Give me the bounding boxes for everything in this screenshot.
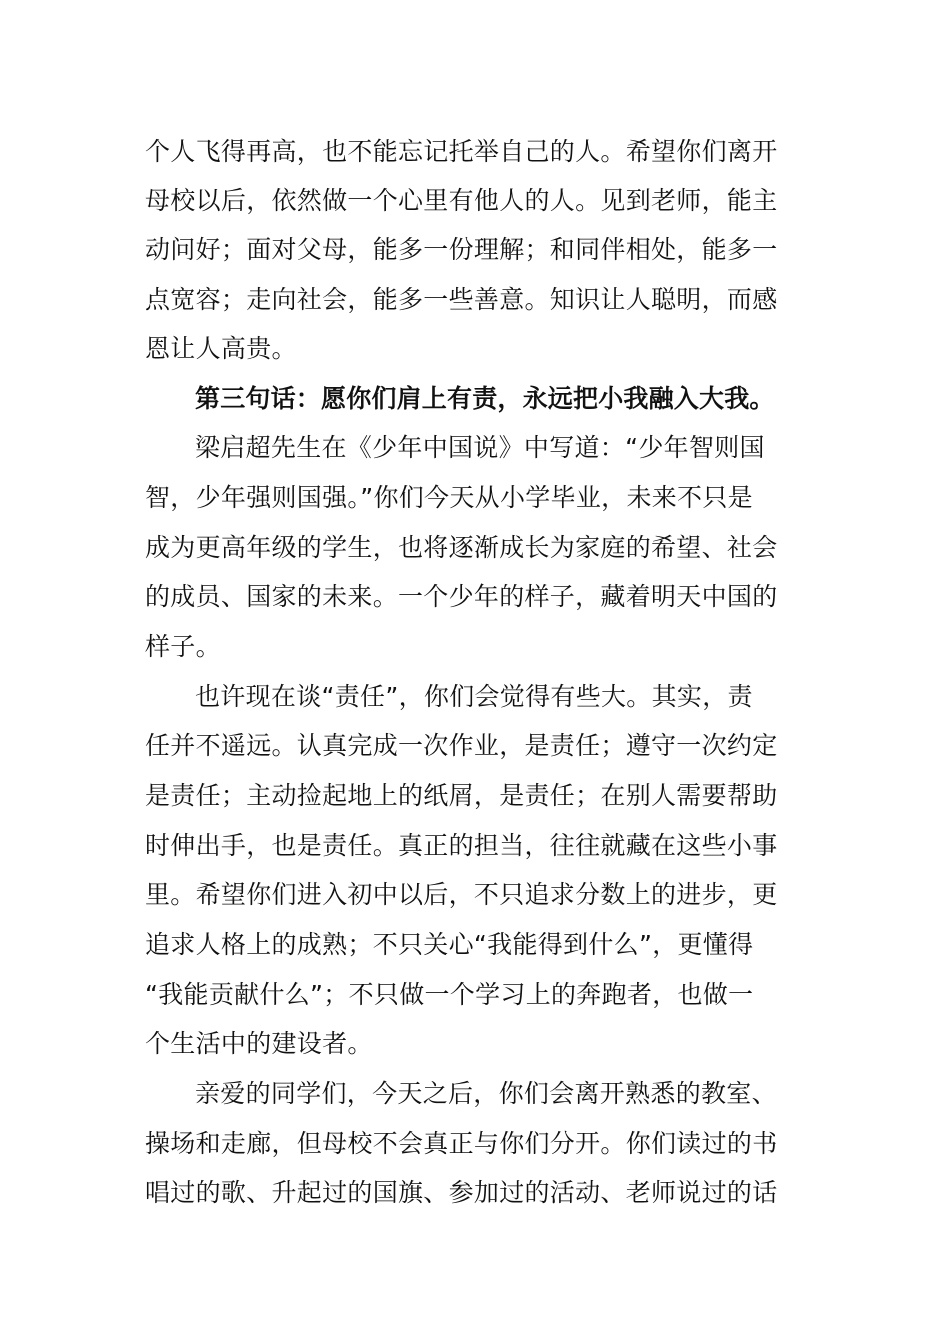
body-text-line: “我能贡献什么”；不只做一个学习上的奔跑者，也做一 [145, 980, 754, 1009]
section-heading: 第三句话：愿你们肩上有责，永远把小我融入大我。 [195, 384, 775, 413]
paragraph-first-line: 也许现在谈“责任”，你们会觉得有些大。其实，责 [195, 682, 753, 711]
body-text-line: 的成员、国家的未来。一个少年的样子，藏着明天中国的 [145, 582, 778, 611]
body-text-line: 操场和走廊，但母校不会真正与你们分开。你们读过的书 [145, 1129, 778, 1158]
body-text-line: 里。希望你们进入初中以后，不只追求分数上的进步，更 [145, 880, 778, 909]
body-text-line: 动问好；面对父母，能多一份理解；和同伴相处，能多一 [145, 235, 778, 264]
body-text-line: 唱过的歌、升起过的国旗、参加过的活动、老师说过的话 [145, 1178, 778, 1207]
body-text-line: 智，少年强则国强。”你们今天从小学毕业，未来不只是 [145, 483, 753, 512]
body-text-line: 追求人格上的成熟；不只关心“我能得到什么”，更懂得 [145, 930, 754, 959]
body-text-line: 个人飞得再高，也不能忘记托举自己的人。希望你们离开 [145, 137, 778, 166]
body-text-line: 成为更高年级的学生，也将逐渐成长为家庭的希望、社会 [145, 533, 778, 562]
body-text-line: 点宽容；走向社会，能多一些善意。知识让人聪明，而感 [145, 285, 778, 314]
body-text-line: 是责任；主动捡起地上的纸屑，是责任；在别人需要帮助 [145, 781, 778, 810]
paragraph-first-line: 亲爱的同学们，今天之后，你们会离开熟悉的教室、 [195, 1079, 777, 1108]
paragraph-first-line: 梁启超先生在《少年中国说》中写道：“少年智则国 [195, 433, 765, 462]
body-text-line: 时伸出手，也是责任。真正的担当，往往就藏在这些小事 [145, 831, 778, 860]
body-text-line: 样子。 [145, 632, 221, 661]
body-text-line: 母校以后，依然做一个心里有他人的人。见到老师，能主 [145, 186, 778, 215]
body-text-line: 个生活中的建设者。 [145, 1029, 373, 1058]
body-text-line: 恩让人高贵。 [145, 334, 297, 363]
body-text-line: 任并不遥远。认真完成一次作业，是责任；遵守一次约定 [145, 731, 778, 760]
